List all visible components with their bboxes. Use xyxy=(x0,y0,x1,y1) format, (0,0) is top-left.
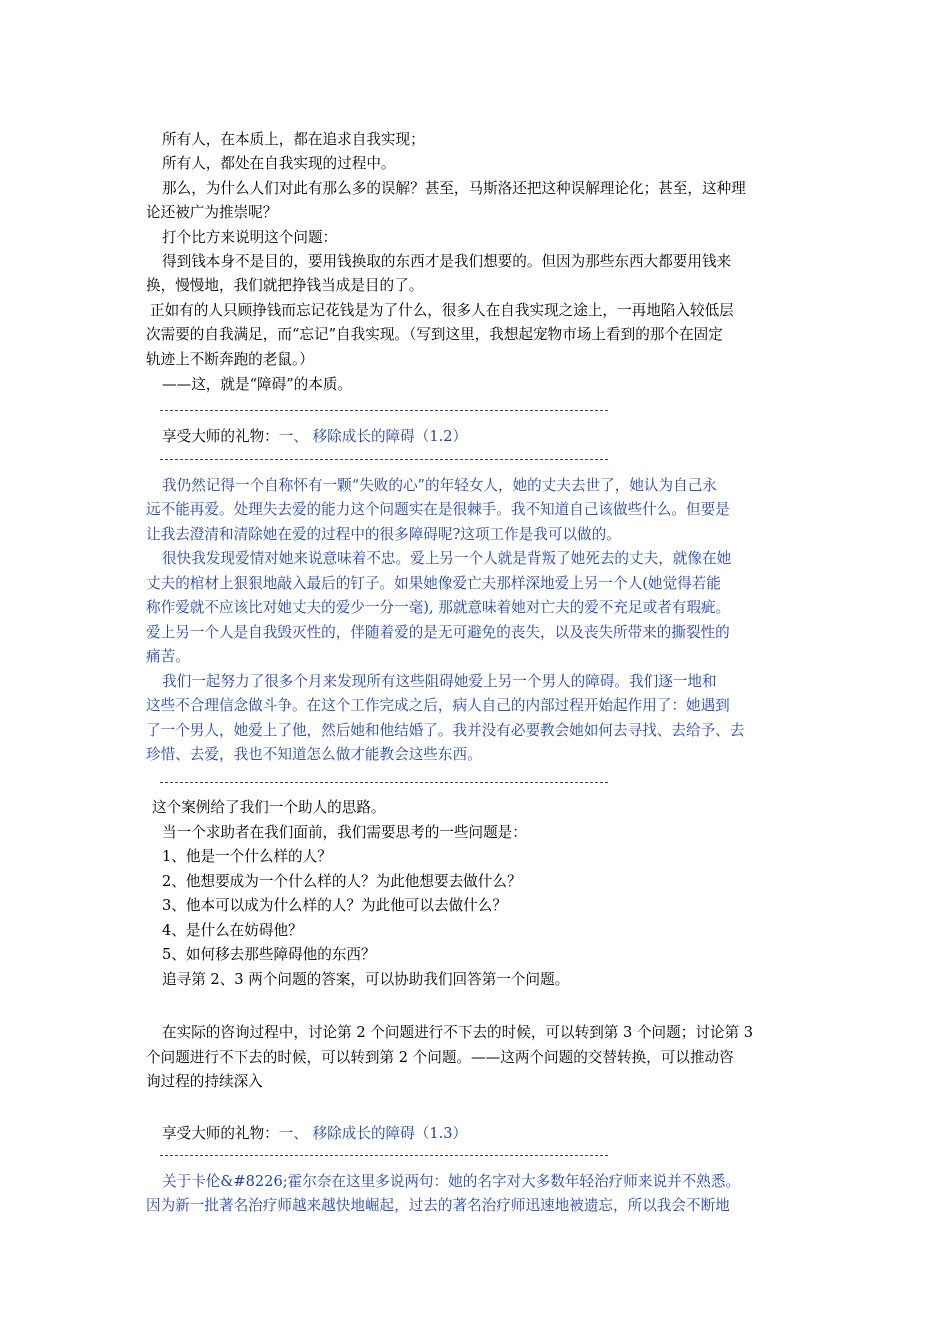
question-3: 3、他本可以成为什么样的人？为此他可以去做什么？ xyxy=(162,897,507,914)
section-1-3-heading xyxy=(162,1122,827,1146)
quote-p1-line-3: 让我去澄清和清除她在爱的过程中的很多障碍呢?这项工作是我可以做的。 xyxy=(146,526,621,543)
intro-line-9: 次需要的自我满足，而“忘记”自我实现。（写到这里，我想起宠物市场上看到的那个在固定 xyxy=(146,326,723,343)
intro-line-1: 所有人，在本质上，都在追求自我实现； xyxy=(162,131,425,148)
quote-p2-line-3: 称作爱就不应该比对她丈夫的爱少一分一毫), 那就意味着她对亡夫的爱不充足或者有瑕疵。 xyxy=(146,599,731,616)
intro-line-7: 换，慢慢地，我们就把挣钱当成是目的了。 xyxy=(146,277,424,294)
quote-p3-line-3: 了一个男人，她爱上了他，然后她和他结婚了。我并没有必要教会她如何去寻找、去给予、去 xyxy=(146,722,745,739)
quote-p3-line-2: 这些不合理信念做斗争。在这个工作完成之后，病人自己的内部过程开始起作用了：她遇到 xyxy=(146,697,730,714)
heading-prefix: 享受大师的礼物： xyxy=(162,1125,279,1142)
intro-line-11: ——这，就是“障碍”的本质。 xyxy=(162,376,353,393)
quote-1-3-line-2: 因为新一批著名治疗师越来越快地崛起，过去的著名治疗师迅速地被遗忘，所以我会不断地 xyxy=(146,1197,730,1214)
quote-p2-line-1: 很快我发现爱情对她来说意味着不忠。爱上另一个人就是背叛了她死去的丈夫，就像在她 xyxy=(162,550,732,567)
practice-line-3: 询过程的持续深入 xyxy=(146,1073,263,1090)
quote-p1-line-2: 远不能再爱。处理失去爱的能力这个问题实在是很棘手。我不知道自己该做些什么。但要是 xyxy=(146,501,730,518)
analysis-intro: 这个案例给了我们一个助人的思路。 xyxy=(152,799,386,816)
section-1-2-heading xyxy=(162,425,827,449)
analysis-lead: 当一个求助者在我们面前，我们需要思考的一些问题是： xyxy=(162,824,527,841)
quote-p2-line-2: 丈夫的棺材上狠狠地敲入最后的钉子。如果她像爱亡夫那样深地爱上另一个人(她觉得若能 xyxy=(146,575,721,592)
quote-p3-line-4: 珍惜、去爱，我也不知道怎么做才能教会这些东西。 xyxy=(146,746,482,763)
quote-p2-line-5: 痛苦。 xyxy=(146,648,190,665)
heading-prefix: 享受大师的礼物： xyxy=(162,428,279,445)
divider xyxy=(0,459,950,469)
intro-line-3: 那么，为什么人们对此有那么多的误解？甚至，马斯洛还把这种误解理论化；甚至，这种理 xyxy=(162,180,746,197)
quote-p2-line-4: 爱上另一个人是自我毁灭性的，伴随着爱的是无可避免的丧失，以及丧失所带来的撕裂性的 xyxy=(146,624,730,641)
divider xyxy=(0,782,950,792)
heading-title: 一、 移除成长的障碍（1.2） xyxy=(278,428,468,445)
question-2: 2、他想要成为一个什么样的人？为此他想要去做什么？ xyxy=(162,873,522,890)
analysis-conclusion: 追寻第 2、3 两个问题的答案，可以协助我们回答第一个问题。 xyxy=(162,971,570,988)
question-5: 5、如何移去那些障碍他的东西？ xyxy=(162,946,376,963)
divider xyxy=(0,410,950,420)
heading-title: 一、 移除成长的障碍（1.3） xyxy=(278,1125,468,1142)
quote-p1-line-1: 我仍然记得一个自称怀有一颗“失败的心”的年轻女人，她的丈夫去世了，她认为自己永 xyxy=(162,477,717,494)
question-4: 4、是什么在妨碍他？ xyxy=(162,922,303,939)
question-1: 1、他是一个什么样的人？ xyxy=(162,848,332,865)
intro-line-4: 论还被广为推崇呢？ xyxy=(146,204,278,221)
intro-line-8: 正如有的人只顾挣钱而忘记花钱是为了什么，很多人在自我实现之途上，一再地陷入较低层 xyxy=(150,302,734,319)
practice-line-1: 在实际的咨询过程中，讨论第 2 个问题进行不下去的时候，可以转到第 3 个问题；讨论第 3 xyxy=(162,1024,754,1041)
intro-line-6: 得到钱本身不是目的，要用钱换取的东西才是我们想要的。但因为那些东西大都要用钱来 xyxy=(162,253,732,270)
quote-1-3-line-1: 关于卡伦&#8226;霍尔奈在这里多说两句：她的名字对大多数年轻治疗师来说并不熟悉。 xyxy=(162,1173,741,1190)
intro-line-5: 打个比方来说明这个问题： xyxy=(162,229,338,246)
divider xyxy=(0,1155,950,1165)
quote-p3-line-1: 我们一起努力了很多个月来发现所有这些阻碍她爱上另一个男人的障碍。我们逐一地和 xyxy=(162,673,717,690)
intro-line-2: 所有人，都处在自我实现的过程中。 xyxy=(162,155,396,172)
practice-line-2: 个问题进行不下去的时候，可以转到第 2 个问题。——这两个问题的交替转换，可以推动咨 xyxy=(146,1049,734,1066)
intro-line-10: 轨迹上不断奔跑的老鼠。） xyxy=(146,351,314,368)
